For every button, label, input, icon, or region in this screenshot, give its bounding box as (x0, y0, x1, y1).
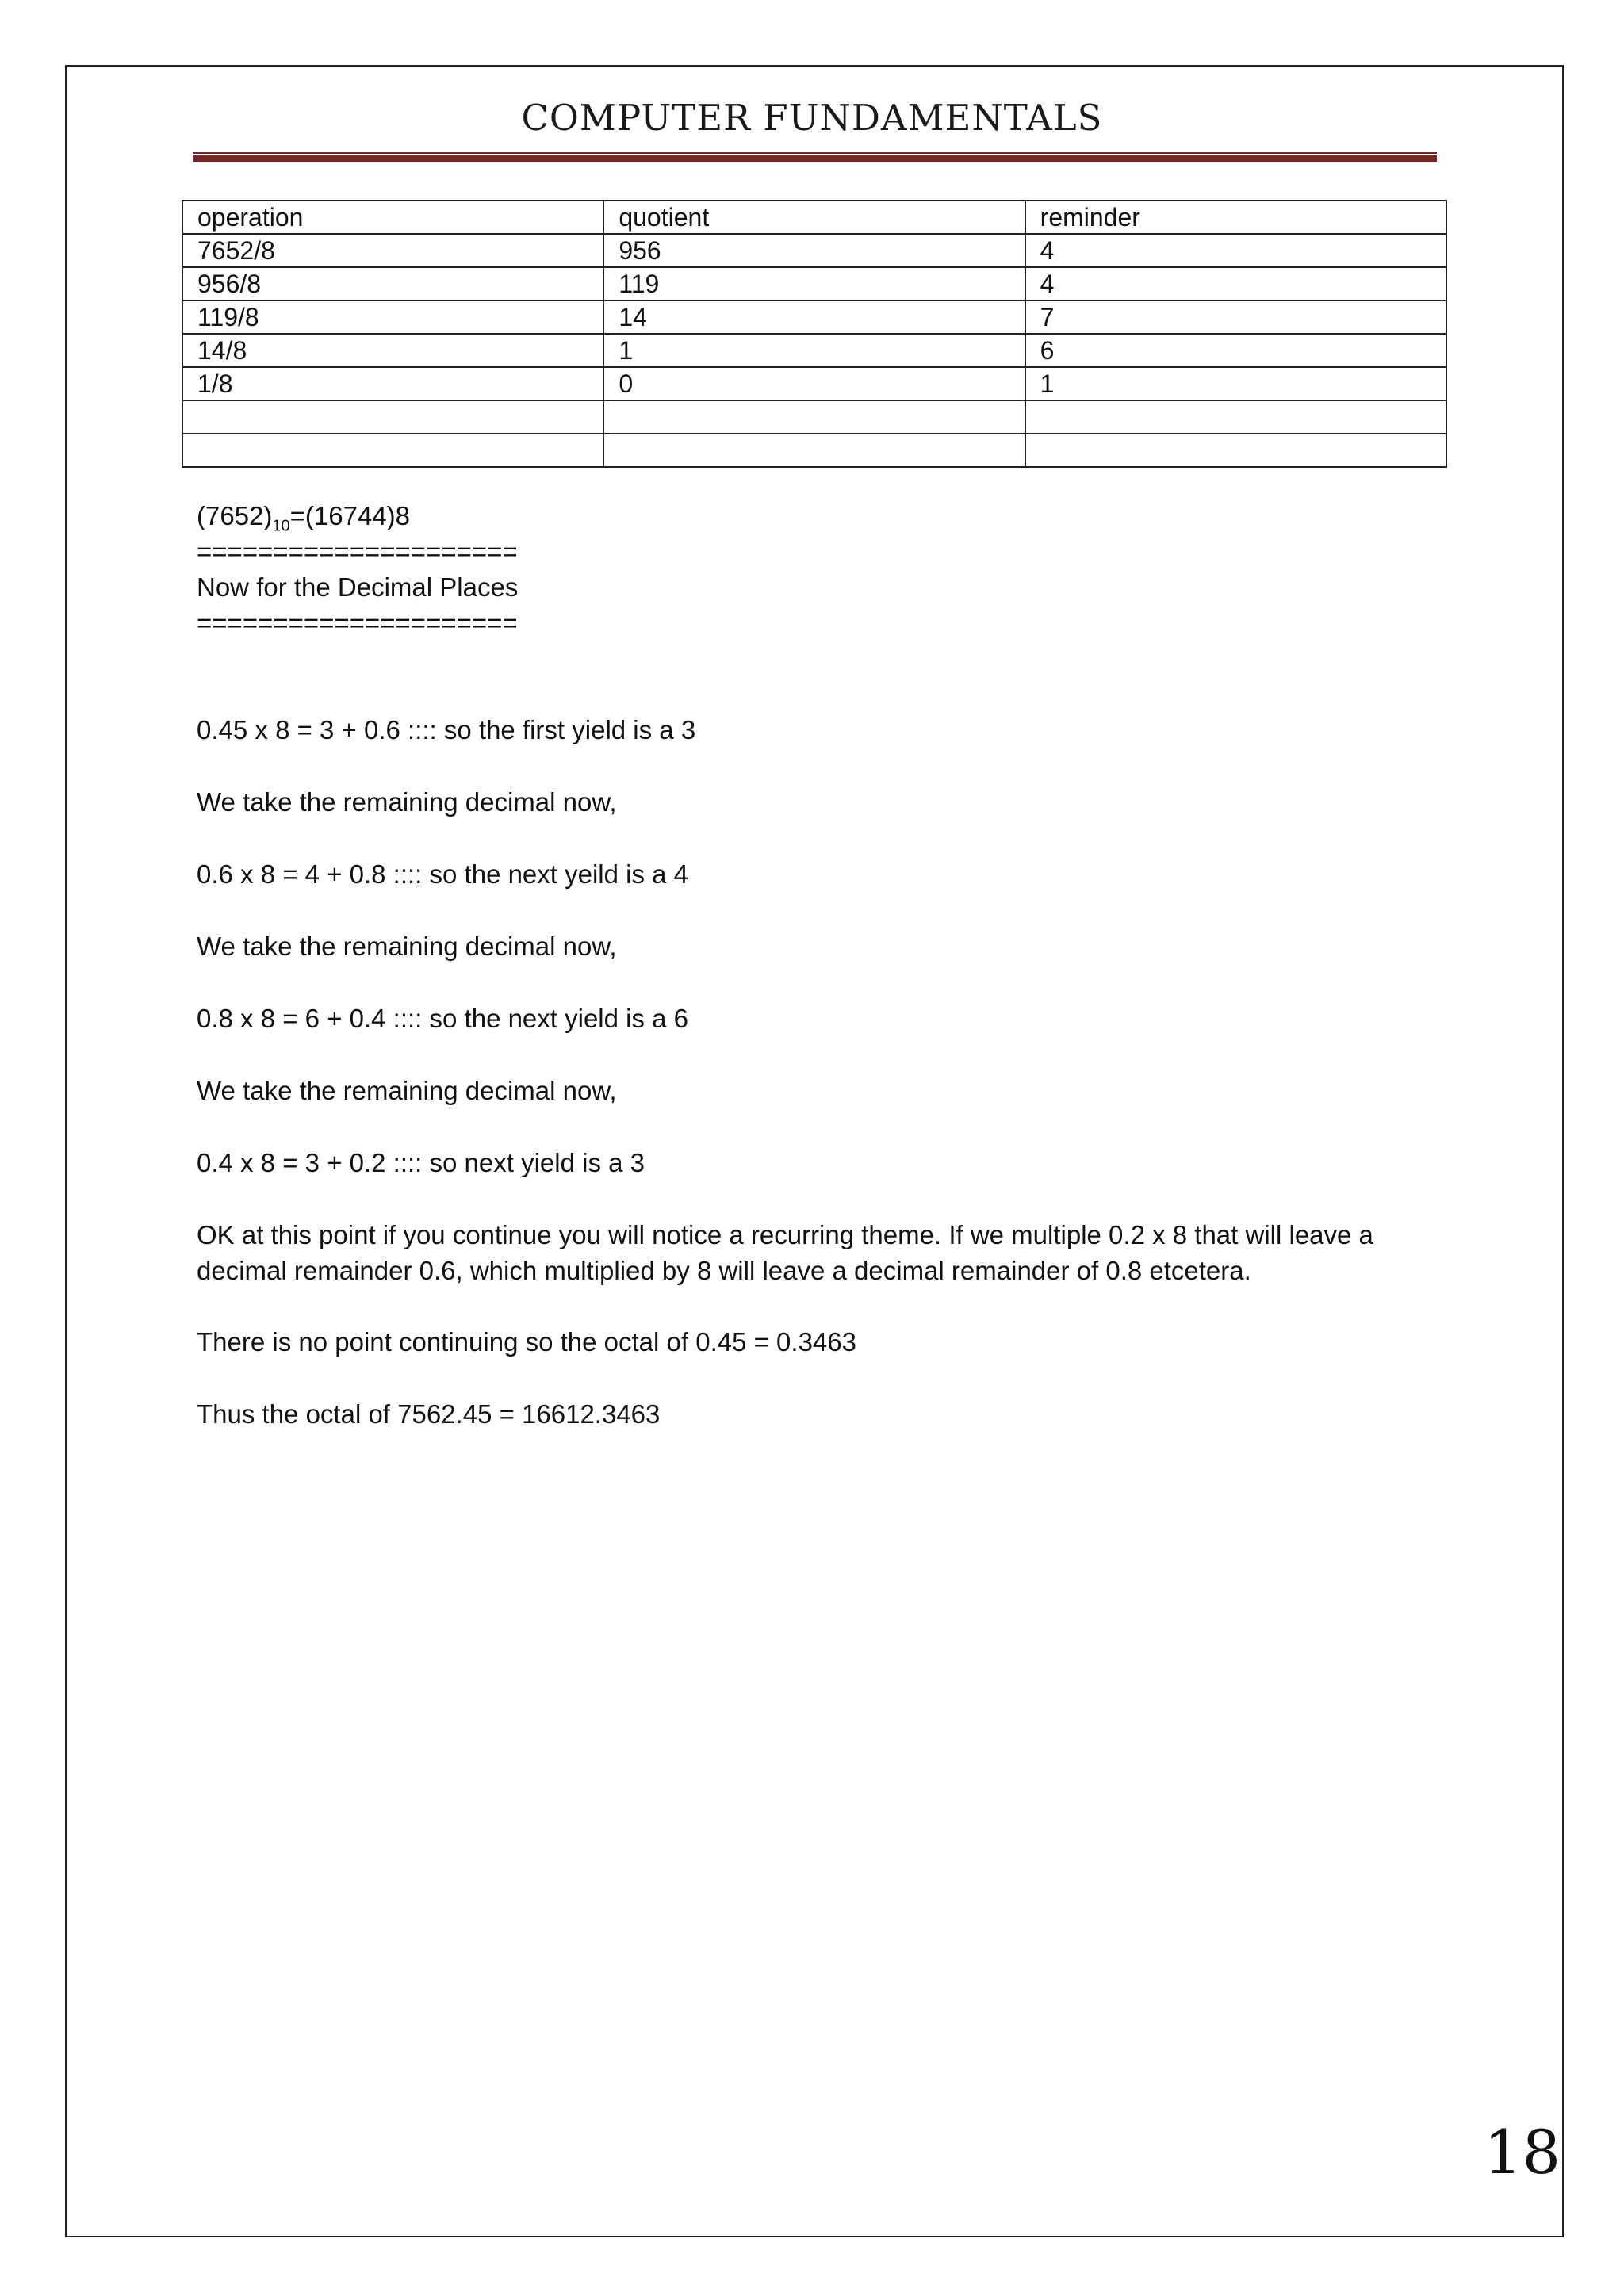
separator-line: ===================== (197, 608, 518, 637)
table-header-row (182, 201, 1446, 234)
paragraph: Thus the octal of 7562.45 = 16612.3463 (197, 1399, 661, 1429)
table-cell: 7 (1025, 300, 1446, 334)
table-cell: 119/8 (182, 300, 603, 334)
table-cell: 14 (603, 300, 1025, 334)
equation-left: (7652) (197, 501, 273, 530)
table-cell: 14/8 (182, 334, 603, 367)
separator-line: ===================== (197, 537, 518, 566)
table-cell: 7652/8 (182, 234, 603, 267)
table-row (182, 367, 1446, 400)
table-row (182, 300, 1446, 334)
table-row-empty (182, 400, 1446, 434)
paragraph: 0.4 x 8 = 3 + 0.2 :::: so next yield is a 3 (197, 1148, 645, 1177)
paragraph: OK at this point if you continue you will notice a recurring theme. If we multiple 0.2 x 8 that will leave a decimal remainder 0.6, which multiplied by 8 will leave a decimal remainder of 0.8 etcetera. (197, 1220, 1373, 1285)
table-row (182, 234, 1446, 267)
paragraph: We take the remaining decimal now, (197, 1076, 617, 1105)
table-cell: 0 (603, 367, 1025, 400)
header-rule (193, 152, 1437, 162)
table-cell (182, 400, 603, 434)
paragraph: 0.8 x 8 = 6 + 0.4 :::: so the next yield is a 6 (197, 1004, 689, 1033)
table-row (182, 267, 1446, 300)
table-cell: 956 (603, 234, 1025, 267)
table-header-cell: quotient (603, 201, 1025, 234)
paragraph: We take the remaining decimal now, (197, 787, 617, 817)
table-header-cell: reminder (1025, 201, 1446, 234)
table-cell: 119 (603, 267, 1025, 300)
paragraph: There is no point continuing so the octal of 0.45 = 0.3463 (197, 1327, 856, 1357)
paragraph: We take the remaining decimal now, (197, 932, 617, 961)
table-cell: 1/8 (182, 367, 603, 400)
table-header-cell: operation (182, 201, 603, 234)
header-rule-thin-line (193, 152, 1437, 154)
table-cell: 1 (603, 334, 1025, 367)
table-cell: 1 (1025, 367, 1446, 400)
paragraph: 0.45 x 8 = 3 + 0.6 :::: so the first yield is a 3 (197, 715, 696, 744)
equation-right: =(16744)8 (289, 501, 411, 530)
table-cell: 6 (1025, 334, 1446, 367)
table-cell (182, 434, 603, 467)
section-heading: Now for the Decimal Places (197, 572, 519, 602)
header-rule-thick-line (193, 155, 1437, 162)
table-cell: 956/8 (182, 267, 603, 300)
table-cell (1025, 400, 1446, 434)
page-header-title: COMPUTER FUNDAMENTALS (521, 97, 1103, 139)
table-cell (603, 434, 1025, 467)
table-row-empty (182, 434, 1446, 467)
table-cell: 4 (1025, 234, 1446, 267)
table-cell: 4 (1025, 267, 1446, 300)
paragraph: 0.6 x 8 = 4 + 0.8 :::: so the next yeild is a 4 (197, 859, 689, 889)
page-number: 18 (1484, 2117, 1561, 2187)
equation-base-subscript: 10 (272, 517, 290, 535)
table-cell (1025, 434, 1446, 467)
table-cell (603, 400, 1025, 434)
division-table (182, 200, 1447, 468)
table-row (182, 334, 1446, 367)
